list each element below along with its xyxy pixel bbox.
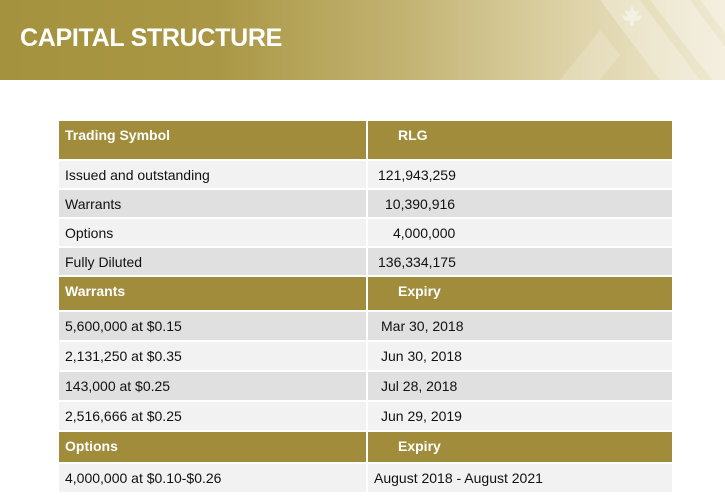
table-row: [59, 312, 672, 340]
row-label: 2,516,666 at $0.25: [59, 402, 368, 430]
title-banner: [0, 0, 725, 80]
header-label: Trading Symbol: [59, 121, 368, 159]
row-value: August 2018 - August 2021: [368, 464, 672, 492]
row-value: 121,943,259: [368, 161, 672, 188]
header-label: Options: [59, 432, 368, 462]
capital-structure-table: [59, 121, 672, 492]
row-label: Warrants: [59, 190, 368, 217]
row-value: 136,334,175: [368, 248, 672, 275]
row-label: 4,000,000 at $0.10-$0.26: [59, 464, 368, 492]
header-value: RLG: [368, 121, 672, 159]
page-title: CAPITAL STRUCTURE: [20, 24, 283, 52]
row-label: 143,000 at $0.25: [59, 372, 368, 400]
header-label: Warrants: [59, 277, 368, 310]
table-row: [59, 248, 672, 275]
table-row: [59, 190, 672, 217]
table-row: [59, 161, 672, 188]
row-label: 5,600,000 at $0.15: [59, 312, 368, 340]
row-label: Issued and outstanding: [59, 161, 368, 188]
table-header-trading-symbol: [59, 121, 672, 159]
row-value: Jun 29, 2019: [368, 402, 672, 430]
header-value: Expiry: [368, 277, 672, 310]
row-value: Mar 30, 2018: [368, 312, 672, 340]
table-row: [59, 219, 672, 246]
table-header-options: [59, 432, 672, 462]
table-row: [59, 372, 672, 400]
row-value: 4,000,000: [368, 219, 672, 246]
row-label: Options: [59, 219, 368, 246]
row-value: Jun 30, 2018: [368, 342, 672, 370]
table-row: [59, 342, 672, 370]
table-header-warrants: [59, 277, 672, 310]
row-label: 2,131,250 at $0.35: [59, 342, 368, 370]
header-value: Expiry: [368, 432, 672, 462]
table-row: [59, 402, 672, 430]
table-row: [59, 464, 672, 492]
row-value: 10,390,916: [368, 190, 672, 217]
row-label: Fully Diluted: [59, 248, 368, 275]
row-value: Jul 28, 2018: [368, 372, 672, 400]
